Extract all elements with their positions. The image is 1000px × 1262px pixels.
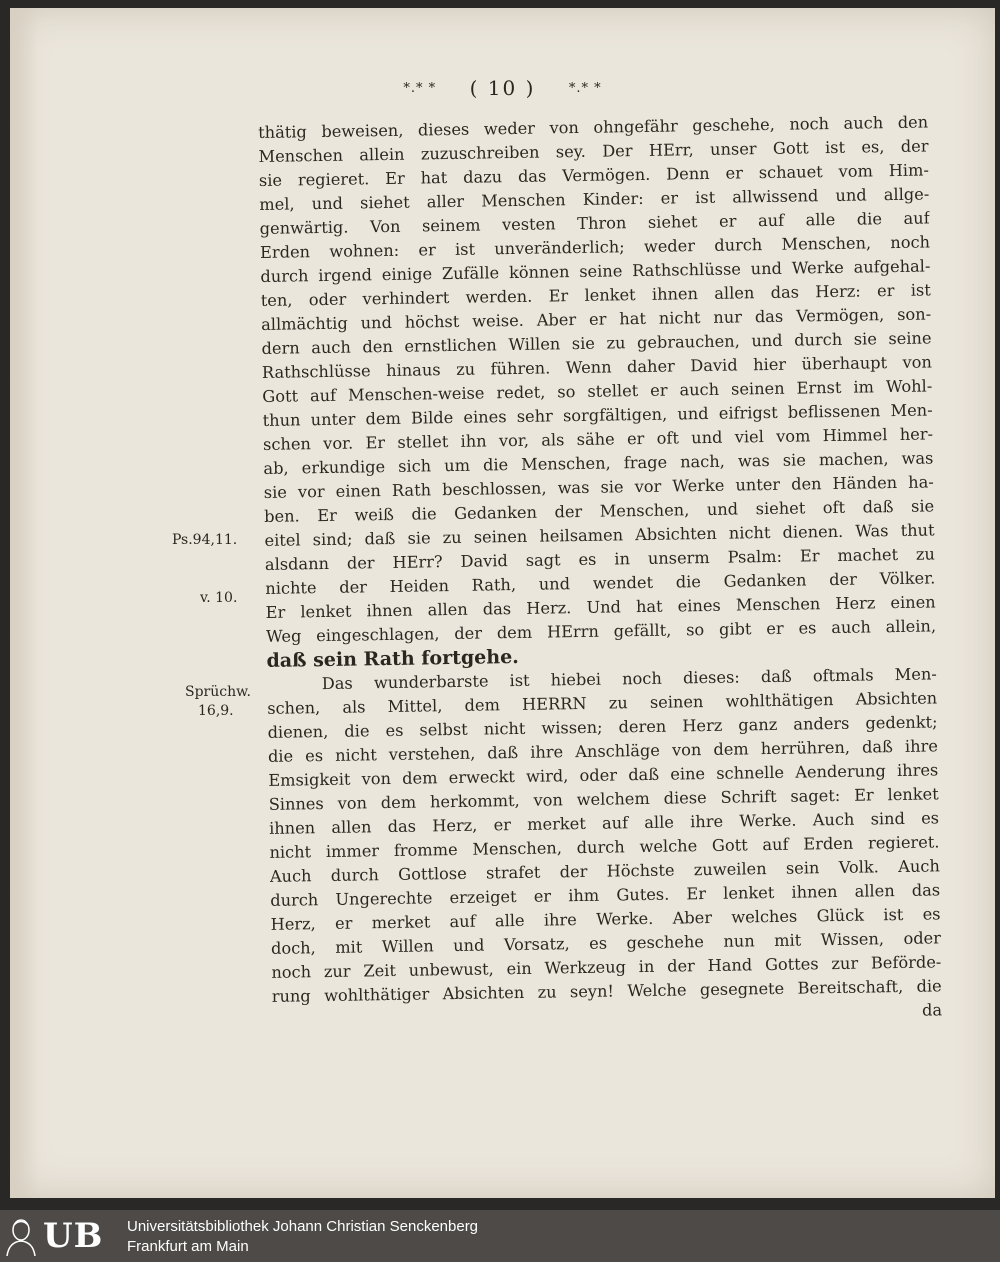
text-line: Sinnes von dem herkommt, von welchem diese Schrift saget: Er lenket [268,784,939,814]
text-line: thätig beweisen, dieses weder von ohngefähr geschehe, noch auch den [258,112,929,142]
text-line: Er lenket ihnen allen das Herz. Und hat eines Menschen Herz einen [265,592,936,622]
page-number: ( 10 ) [469,76,536,100]
footer-library-name: Universitätsbibliothek Johann Christian Senckenberg [127,1218,479,1235]
footer-text [127,1217,478,1257]
portrait-icon [3,1216,39,1256]
text-line: ihnen allen das Herz, er merket auf alle ihre Werke. Auch sind es [268,808,940,838]
text-line: durch Ungerechte erzeiget er ihm Gutes. Er lenket ihnen allen das [270,880,941,910]
text-line: allmächtig und höchst weise. Aber er hat nicht nur das Vermögen, son- [261,304,932,334]
margin-note-proverbs: Sprüchw. [185,684,251,700]
body-text [258,110,942,1032]
text-line: dienen, die es selbst nicht wissen; deren Herz ganz anders gedenkt; [267,712,938,742]
text-line: ben. Er weiß die Gedanken der Menschen, und siehet oft daß sie [264,496,935,526]
text-line: Auch durch Gottlose strafet der Höchste zuweilen sein Volk. Auch [269,856,940,886]
text-line: Das wunderbarste ist hiebei noch dieses: daß oftmals Men- [321,664,937,694]
text-line: sie vor einen Rath beschlossen, was sie vor Werke unter den Händen ha- [263,472,934,502]
text-line: die es nicht verstehen, daß ihre Anschläge von dem herrühren, daß ihre [267,736,939,766]
text-line: noch zur Zeit unbewust, ein Werkzeug in der Hand Gottes zur Beförde- [271,952,942,982]
text-line: durch irgend einige Zufälle können seine Rathschlüsse und Werke aufgehal- [260,256,931,286]
text-line: Rathschlüsse hinaus zu führen. Wenn daher David hier überhaupt von [261,352,933,382]
text-line: nicht immer fromme Menschen, durch welche Gott auf Erden regieret. [269,832,940,862]
text-line: daß sein Rath fortgehe. [266,645,519,672]
text-line: ab, erkundige sich um die Menschen, frage nach, was sie machen, was [263,448,934,478]
library-logo [3,1215,115,1257]
text-line: dern auch den ernstlichen Willen sie zu gebrauchen, und durch sie seine [261,328,932,358]
ornament-left: *.* * [403,81,437,96]
margin-note-proverbs-verse: 16,9. [198,703,234,719]
text-line: ten, oder verhindert werden. Er lenket ihnen allen das Herz: er ist [260,280,931,310]
text-line: doch, mit Willen und Vorsatz, es geschehe nun mit Wissen, oder [270,928,942,958]
text-line: eitel sind; daß sie zu seinen heilsamen Absichten nicht dienen. Was thut [264,520,935,550]
text-line: Erden wohnen: er ist unveränderlich; weder durch Menschen, noch [259,232,931,262]
text-line: sie regieret. Er hat dazu das Vermögen. Denn er schauet vom Him- [258,160,930,190]
text-line: schen, als Mittel, dem HERRN zu seinen wohlthätigen Absichten [267,688,938,718]
library-footer [0,1210,1000,1262]
text-line: nichte der Heiden Rath, und wendet die Gedanken der Völker. [265,568,936,598]
ornament-right: *.* * [568,81,602,96]
text-line: mel, und siehet aller Menschen Kinder: er ist allwissend und allge- [259,184,930,214]
logo-ub-text: UB [43,1216,104,1256]
text-line: thun unter dem Bilde eines sehr sorgfältigen, und eifrigst beflissenen Men- [262,400,933,430]
page-header [10,76,995,100]
text-line: Emsigkeit von dem erweckt wird, oder daß eine schnelle Aenderung ihres [268,760,939,790]
book-page [10,8,995,1198]
text-line: genwärtig. Von seinem vesten Thron siehet er auf alle die auf [259,208,930,238]
footer-library-city: Frankfurt am Main [127,1238,249,1255]
margin-note-psalm: Ps.94,11. [172,532,238,548]
margin-note-verse: v. 10. [200,590,238,606]
text-line: rung wohlthätiger Absichten zu seyn! Welche gesegnete Bereitschaft, die [271,976,942,1006]
text-line: Weg eingeschlagen, der dem HErrn gefällt, so gibt er es auch allein, [265,616,937,646]
catchword: da [921,1000,943,1020]
text-line: Gott auf Menschen-weise redet, so stellet er auch seinen Ernst im Wohl- [262,376,933,406]
text-line: Menschen allein zuzuschreiben sey. Der HErr, unser Gott ist es, der [258,136,929,166]
text-line: Herz, er merket auf alle ihre Werke. Aber welches Glück ist es [270,904,941,934]
text-line: alsdann der HErr? David sagt es in unserm Psalm: Er machet zu [264,544,936,574]
text-line: schen vor. Er stellet ihn vor, als sähe er oft und viel vom Himmel her- [262,424,934,454]
